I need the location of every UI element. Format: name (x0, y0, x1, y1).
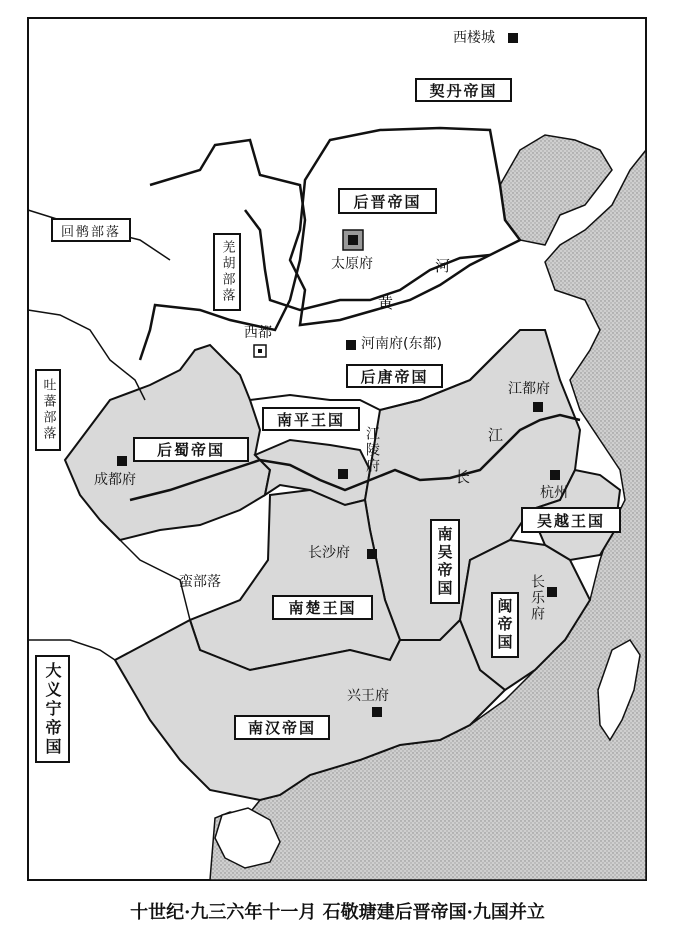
xiloucheng-marker (508, 33, 518, 43)
city-label: 西楼城 (453, 30, 495, 46)
state-label-nanping: 南平王国 (262, 407, 360, 431)
city-label: 河南府(东都) (361, 336, 442, 352)
city-label: 太原府 (331, 256, 373, 272)
state-label-houshu: 后蜀帝国 (133, 437, 249, 462)
chengdu-marker (117, 456, 127, 466)
taiyuan-marker-dot (348, 235, 358, 245)
river-label: 江 (488, 426, 504, 444)
tribe-label-huihe: 回鹘部落 (51, 218, 131, 242)
state-label-nanchu: 南楚王国 (272, 595, 373, 620)
city-label: 杭州 (540, 485, 568, 501)
changsha-marker (367, 549, 377, 559)
state-label-wuyue: 吴越王国 (521, 507, 621, 533)
map-caption: 十世纪·九三六年十一月 石敬瑭建后晋帝国·九国并立 (130, 902, 545, 923)
jiangdu-marker (533, 402, 543, 412)
city-label: 长乐府 (529, 574, 545, 622)
city-label: 江陵府 (364, 426, 380, 474)
city-label: 江都府 (508, 381, 550, 397)
city-label: 长沙府 (308, 545, 350, 561)
river-label: 长 (455, 468, 471, 486)
state-label-houjin: 后晋帝国 (338, 188, 437, 214)
state-label-houtang: 后唐帝国 (346, 364, 443, 388)
state-label-nanwu: 南吴帝国 (430, 519, 460, 604)
tribe-label-tubo: 吐蕃部落 (35, 369, 61, 451)
state-label-min: 闽帝国 (491, 592, 519, 658)
jiangling-marker (338, 469, 348, 479)
state-label-nanhan: 南汉帝国 (234, 715, 330, 740)
xingwang-marker (372, 707, 382, 717)
city-label: 西都 (244, 325, 272, 341)
city-label: 兴王府 (347, 688, 389, 704)
tribe-label-qianghu: 羌胡部落 (213, 233, 241, 311)
state-label-dayining: 大义宁帝国 (35, 655, 70, 763)
tribe-label-man: 蛮部落 (179, 574, 221, 590)
hangzhou-marker (550, 470, 560, 480)
river-label: 河 (435, 257, 451, 275)
city-label: 成都府 (94, 472, 136, 488)
river-label: 黄 (378, 294, 394, 312)
henan-marker (346, 340, 356, 350)
state-label-qidan: 契丹帝国 (415, 78, 512, 102)
xidu-marker-dot (258, 349, 262, 353)
changle-marker (547, 587, 557, 597)
